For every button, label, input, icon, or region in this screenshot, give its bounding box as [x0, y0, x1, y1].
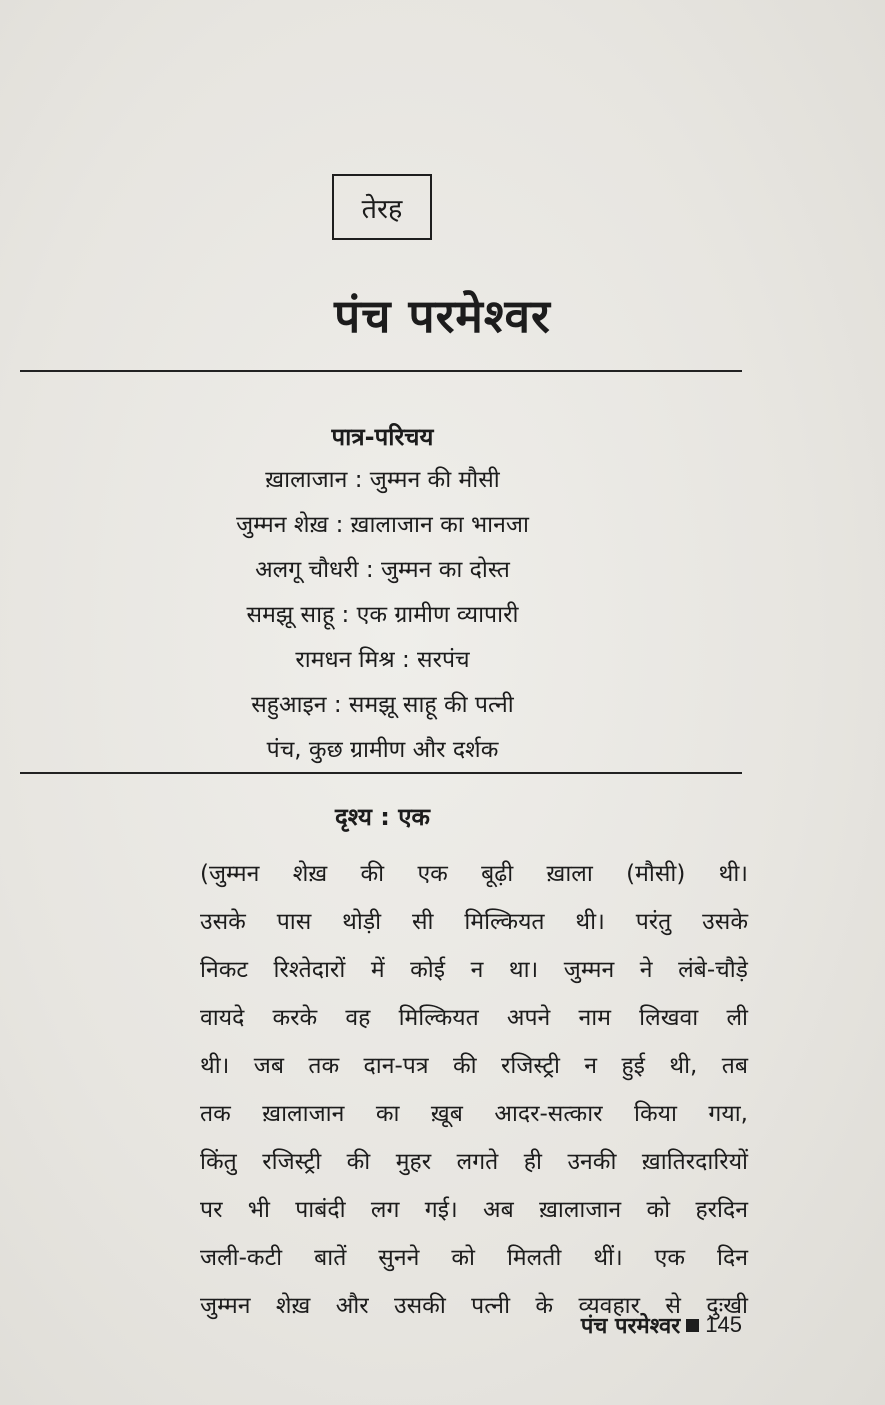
cast-item: अलगू चौधरी : जुम्मन का दोस्त [255, 557, 510, 583]
text-line: थी। जब तक दान-पत्र की रजिस्ट्री न हुई थी, तब [200, 1053, 748, 1079]
divider-top [20, 370, 742, 372]
cast-item: जुम्मन शेख़ : ख़ालाजान का भानजा [236, 512, 529, 538]
cast-item: सहुआइन : समझू साहू की पत्नी [251, 692, 514, 718]
text-line: तक ख़ालाजान का ख़ूब आदर-सत्कार किया गया, [200, 1101, 748, 1127]
divider-bottom [20, 772, 742, 774]
chapter-number-box [332, 174, 432, 240]
scene-heading: दृश्य : एक [335, 803, 430, 831]
text-line: उसके पास थोड़ी सी मिल्कियत थी। परंतु उसके [200, 909, 748, 935]
text-line: निकट रिश्तेदारों में कोई न था। जुम्मन ने लंबे-चौड़े [200, 957, 748, 983]
text-line: किंतु रजिस्ट्री की मुहर लगते ही उनकी ख़ातिरदारियों [200, 1149, 748, 1175]
text-line: वायदे करके वह मिल्कियत अपने नाम लिखवा ली [200, 1005, 748, 1031]
cast-item: पंच, कुछ ग्रामीण और दर्शक [266, 737, 499, 763]
chapter-title: पंच परमेश्वर [334, 289, 551, 343]
cast-item: समझू साहू : एक ग्रामीण व्यापारी [246, 602, 519, 628]
text-line: जुम्मन शेख़ और उसकी पत्नी के व्यवहार से दुःखी [200, 1293, 748, 1319]
cast-item: रामधन मिश्र : सरपंच [295, 647, 470, 673]
text-line: जली-कटी बातें सुनने को मिलती थीं। एक दिन [200, 1245, 748, 1271]
cast-heading: पात्र-परिचय [331, 423, 434, 451]
page-footer [581, 1310, 742, 1340]
text-line: पर भी पाबंदी लग गई। अब ख़ालाजान को हरदिन [200, 1197, 748, 1223]
scene-body-text [200, 850, 748, 1330]
cast-list [0, 458, 765, 773]
square-bullet-icon [686, 1319, 699, 1332]
cast-item: ख़ालाजान : जुम्मन की मौसी [265, 467, 500, 493]
footer-title: पंच परमेश्वर [580, 1314, 681, 1339]
text-line: (जुम्मन शेख़ की एक बूढ़ी ख़ाला (मौसी) थी। [200, 861, 748, 887]
chapter-number-label: तेरह [361, 193, 403, 225]
page-number: 145 [705, 1312, 742, 1337]
